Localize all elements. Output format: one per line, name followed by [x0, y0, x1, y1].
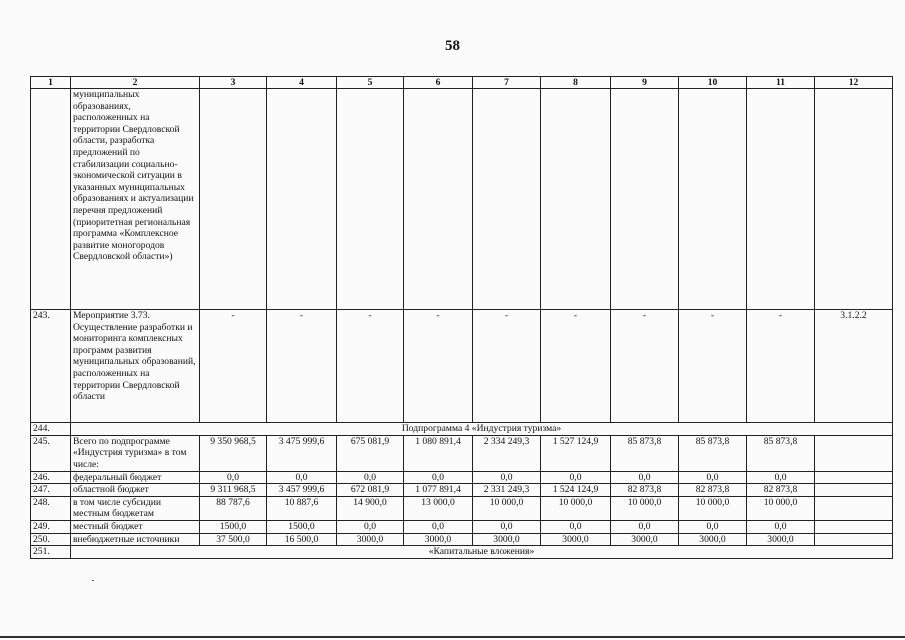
- ref-cell: [815, 484, 893, 497]
- value-cell: 0,0: [267, 471, 337, 484]
- value-cell: [679, 89, 747, 310]
- value-cell: 3000,0: [747, 533, 815, 546]
- section-row: [31, 546, 893, 559]
- header-cell: 11: [747, 77, 815, 89]
- table-row: [31, 310, 893, 423]
- row-name: Всего по подпрограмме «Индустрия туризма» в том числе:: [71, 435, 200, 471]
- ref-cell: [815, 496, 893, 520]
- value-cell: -: [337, 310, 404, 423]
- row-name: в том числе субсидии местным бюджетам: [71, 496, 200, 520]
- value-cell: 82 873,8: [747, 484, 815, 497]
- value-cell: 0,0: [541, 520, 611, 533]
- value-cell: 9 350 968,5: [200, 435, 267, 471]
- table-row: [31, 496, 893, 520]
- ref-cell: [815, 520, 893, 533]
- table-row: [31, 471, 893, 484]
- value-cell: 2 331 249,3: [473, 484, 541, 497]
- value-cell: 0,0: [337, 520, 404, 533]
- header-cell: 5: [337, 77, 404, 89]
- value-cell: 1 080 891,4: [404, 435, 473, 471]
- value-cell: 0,0: [611, 520, 679, 533]
- ref-cell: [815, 89, 893, 310]
- header-cell: 12: [815, 77, 893, 89]
- value-cell: 0,0: [679, 520, 747, 533]
- value-cell: [337, 89, 404, 310]
- value-cell: 85 873,8: [747, 435, 815, 471]
- value-cell: 0,0: [679, 471, 747, 484]
- subprogram-title: Подпрограмма 4 «Индустрия туризма»: [71, 423, 893, 436]
- header-cell: 6: [404, 77, 473, 89]
- value-cell: [473, 89, 541, 310]
- value-cell: 3000,0: [473, 533, 541, 546]
- value-cell: 3000,0: [337, 533, 404, 546]
- row-number: 246.: [31, 471, 71, 484]
- value-cell: -: [679, 310, 747, 423]
- value-cell: 0,0: [611, 471, 679, 484]
- row-name: Мероприятие 3.73. Осуществление разработки и мониторинга комплексных программ развития муниципальных образований, расположенных на территории Свердловской области: [71, 310, 200, 423]
- value-cell: 2 334 249,3: [473, 435, 541, 471]
- table-row: [31, 520, 893, 533]
- value-cell: 0,0: [747, 471, 815, 484]
- value-cell: 10 000,0: [541, 496, 611, 520]
- value-cell: [404, 89, 473, 310]
- row-number: 249.: [31, 520, 71, 533]
- row-name: федеральный бюджет: [71, 471, 200, 484]
- value-cell: 9 311 968,5: [200, 484, 267, 497]
- row-number: 243.: [31, 310, 71, 423]
- table-row: [31, 533, 893, 546]
- value-cell: 672 081,9: [337, 484, 404, 497]
- value-cell: 1500,0: [200, 520, 267, 533]
- header-cell: 3: [200, 77, 267, 89]
- table-row: [31, 89, 893, 310]
- table-row: [31, 484, 893, 497]
- row-name: областной бюджет: [71, 484, 200, 497]
- value-cell: [541, 89, 611, 310]
- value-cell: 14 900,0: [337, 496, 404, 520]
- value-cell: -: [747, 310, 815, 423]
- row-name: местный бюджет: [71, 520, 200, 533]
- section-title: «Капитальные вложения»: [71, 546, 893, 559]
- value-cell: [200, 89, 267, 310]
- page-bottom-edge: [0, 636, 905, 638]
- header-row: [31, 77, 893, 89]
- row-number: 248.: [31, 496, 71, 520]
- value-cell: 85 873,8: [679, 435, 747, 471]
- value-cell: 1 527 124,9: [541, 435, 611, 471]
- row-number: 244.: [31, 423, 71, 436]
- row-number: [31, 89, 71, 310]
- table-row: [31, 435, 893, 471]
- value-cell: 1 524 124,9: [541, 484, 611, 497]
- header-cell: 10: [679, 77, 747, 89]
- row-name: внебюджетные источники: [71, 533, 200, 546]
- program-table: [30, 76, 893, 559]
- value-cell: 10 000,0: [679, 496, 747, 520]
- value-cell: -: [267, 310, 337, 423]
- value-cell: 0,0: [473, 520, 541, 533]
- header-cell: 8: [541, 77, 611, 89]
- value-cell: 3 475 999,6: [267, 435, 337, 471]
- header-cell: 1: [31, 77, 71, 89]
- value-cell: 10 000,0: [747, 496, 815, 520]
- row-number: 245.: [31, 435, 71, 471]
- value-cell: 0,0: [473, 471, 541, 484]
- header-cell: 4: [267, 77, 337, 89]
- subprogram-row: [31, 423, 893, 436]
- value-cell: 3000,0: [541, 533, 611, 546]
- value-cell: [747, 89, 815, 310]
- value-cell: 0,0: [337, 471, 404, 484]
- header-cell: 7: [473, 77, 541, 89]
- value-cell: 0,0: [404, 471, 473, 484]
- value-cell: -: [200, 310, 267, 423]
- value-cell: 3000,0: [404, 533, 473, 546]
- value-cell: 16 500,0: [267, 533, 337, 546]
- value-cell: 82 873,8: [611, 484, 679, 497]
- value-cell: 10 000,0: [611, 496, 679, 520]
- value-cell: 37 500,0: [200, 533, 267, 546]
- value-cell: 0,0: [200, 471, 267, 484]
- ref-cell: [815, 471, 893, 484]
- value-cell: 10 000,0: [473, 496, 541, 520]
- value-cell: 3000,0: [679, 533, 747, 546]
- ref-cell: [815, 533, 893, 546]
- value-cell: 675 081,9: [337, 435, 404, 471]
- row-name: муниципальных образованиях, расположенных на территории Свердловской области, разработка предложений по стабилизации социально-экономической ситуации в указанных муниципальных образованиях и актуализации перечня предложений (приоритетная региональная программа «Комплексное развитие моногородов Свердловской области»): [71, 89, 200, 310]
- value-cell: 1 077 891,4: [404, 484, 473, 497]
- value-cell: 0,0: [541, 471, 611, 484]
- value-cell: [611, 89, 679, 310]
- scan-speck: [92, 580, 94, 581]
- value-cell: 3 457 999,6: [267, 484, 337, 497]
- value-cell: [267, 89, 337, 310]
- row-number: 251.: [31, 546, 71, 559]
- ref-cell: 3.1.2.2: [815, 310, 893, 423]
- value-cell: 0,0: [747, 520, 815, 533]
- value-cell: -: [541, 310, 611, 423]
- value-cell: 13 000,0: [404, 496, 473, 520]
- value-cell: -: [404, 310, 473, 423]
- row-number: 247.: [31, 484, 71, 497]
- value-cell: -: [611, 310, 679, 423]
- value-cell: 10 887,6: [267, 496, 337, 520]
- page-number: 58: [445, 38, 460, 54]
- row-number: 250.: [31, 533, 71, 546]
- value-cell: 88 787,6: [200, 496, 267, 520]
- value-cell: 82 873,8: [679, 484, 747, 497]
- value-cell: 1500,0: [267, 520, 337, 533]
- ref-cell: [815, 435, 893, 471]
- value-cell: 0,0: [404, 520, 473, 533]
- header-cell: 2: [71, 77, 200, 89]
- header-cell: 9: [611, 77, 679, 89]
- value-cell: 3000,0: [611, 533, 679, 546]
- value-cell: -: [473, 310, 541, 423]
- value-cell: 85 873,8: [611, 435, 679, 471]
